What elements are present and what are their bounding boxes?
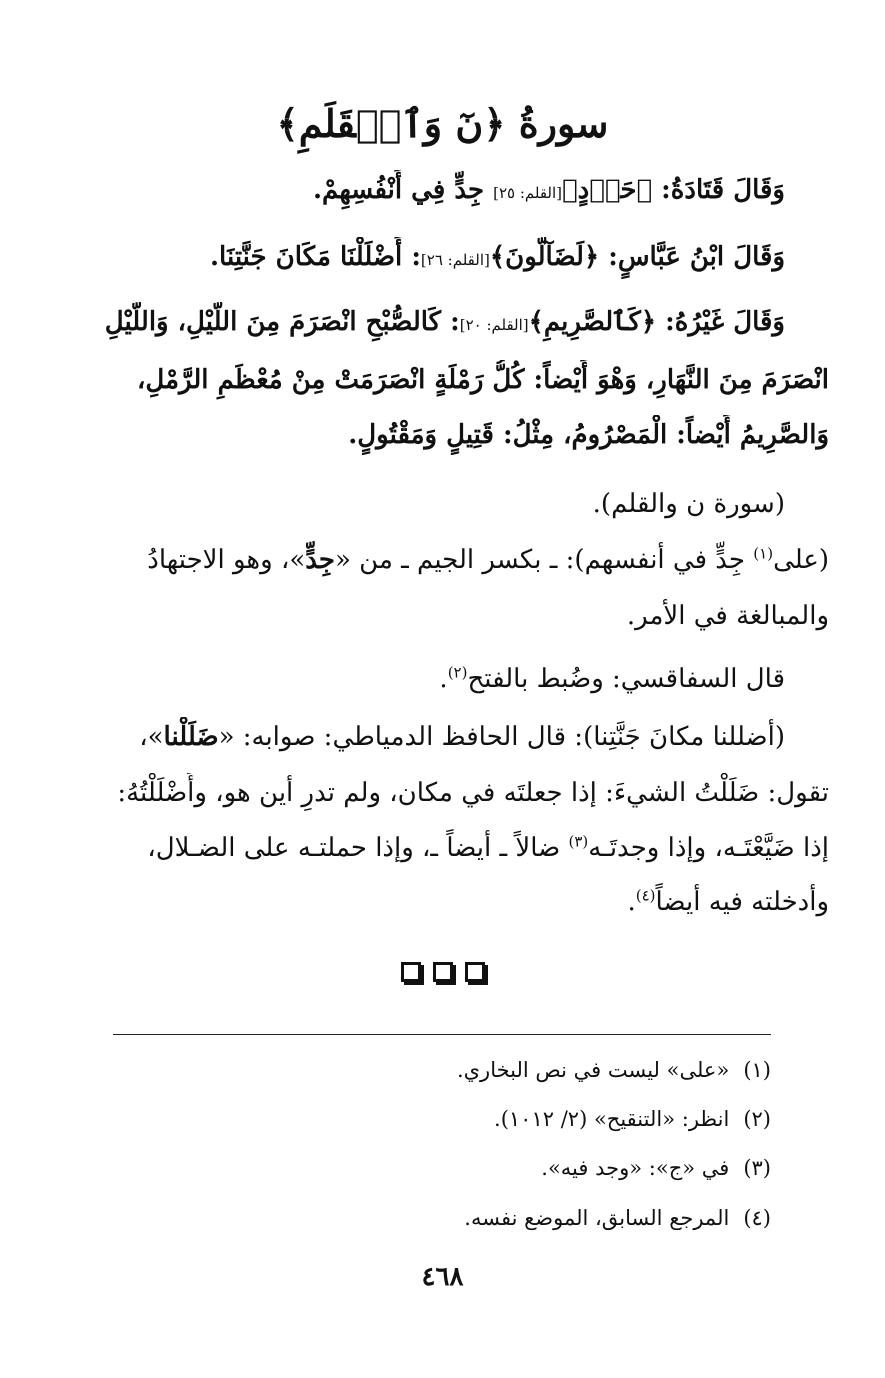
footnote-divider (113, 1034, 771, 1035)
commentary-line: تقول: ضَلَلْتُ الشيءَ: إذا جعلتَه في مكان، ولم تدرِ أين هو، وأَضْلَلْتُهُ: (117, 778, 829, 808)
footnote: (٤)المرجع السابق، الموضع نفسه. (464, 1206, 771, 1230)
commentary-line: وأدخلته فيه أيضاً$^{(٤)}$. (627, 886, 829, 917)
surah-title: سورةُ ﴿نٓ وَٱلۡقَلَمِ﴾ (276, 101, 609, 146)
page-number: ٤٦٨ (421, 1262, 464, 1292)
commentary-line: والمبالغة في الأمر. (626, 601, 829, 631)
commentary-line: إذا ضَيَّعْتَـه، وإذا وجدتَـه$^{(٣)}$ ضالاً ـ أيضاً ـ، وإذا حملتـه على الضـلال، (147, 832, 829, 863)
text-line-ibn-abbas: وَقَالَ ابْنُ عَبَّاسٍ: ﴿لَضَآلُّونَ﴾[القلم: ٢٦]: أَضْلَلْنَا مَكَانَ جَنَّتِنَا. (210, 242, 785, 272)
text-line: وَالصَّرِيمُ أَيْضاً: الْمَصْرُومُ، مِثْلُ: قَتِيلٍ وَمَقْتُولٍ. (348, 420, 829, 450)
square-ornament-icon (401, 962, 421, 982)
commentary-line: (أضللنا مكانَ جَنَّتِنا): قال الحافظ الدمياطي: صوابه: «ضَلَلْنا»، (139, 722, 785, 752)
footnote: (١)«على» ليست في نص البخاري. (456, 1058, 771, 1082)
square-ornament-icon (433, 962, 453, 982)
commentary-line: قال السفاقسي: وضُبط بالفتح$^{(٢)}$. (439, 663, 785, 694)
text-line: انْصَرَمَ مِنَ النَّهَارِ، وَهْوَ أَيْضاً: كُلُّ رَمْلَةٍ انْصَرَمَتْ مِنْ مُعْظَمِ الرَّمْلِ، (137, 365, 829, 395)
text-line-qatada: وَقَالَ قَتَادَةُ: ﴿حَرۡدٍ﴾[القلم: ٢٥] جِدٍّ فِي أَنْفُسِهِمْ. (312, 175, 785, 205)
commentary-line: (على$^{(١)}$ جِدٍّ في أنفسهم): ـ بكسر الجيم ـ من «جِدٍّ»، وهو الاجتهادُ (147, 544, 829, 575)
footnote: (٢)انظر: «التنقيح» (٢/ ١٠١٢). (494, 1107, 771, 1131)
square-ornament-icon (465, 962, 485, 982)
text-line-ghayruhu: وَقَالَ غَيْرُهُ: ﴿كَٱلصَّرِيمِ﴾[القلم: ٢٠]: كَالصُّبْحِ انْصَرَمَ مِنَ اللَّيْلِ، وَاللَّيْلِ (104, 307, 785, 337)
footnote: (٣)في «ج»: «وجد فيه». (541, 1156, 771, 1180)
section-separator (0, 962, 885, 982)
commentary-heading: (سورة ن والقلم). (592, 489, 785, 519)
